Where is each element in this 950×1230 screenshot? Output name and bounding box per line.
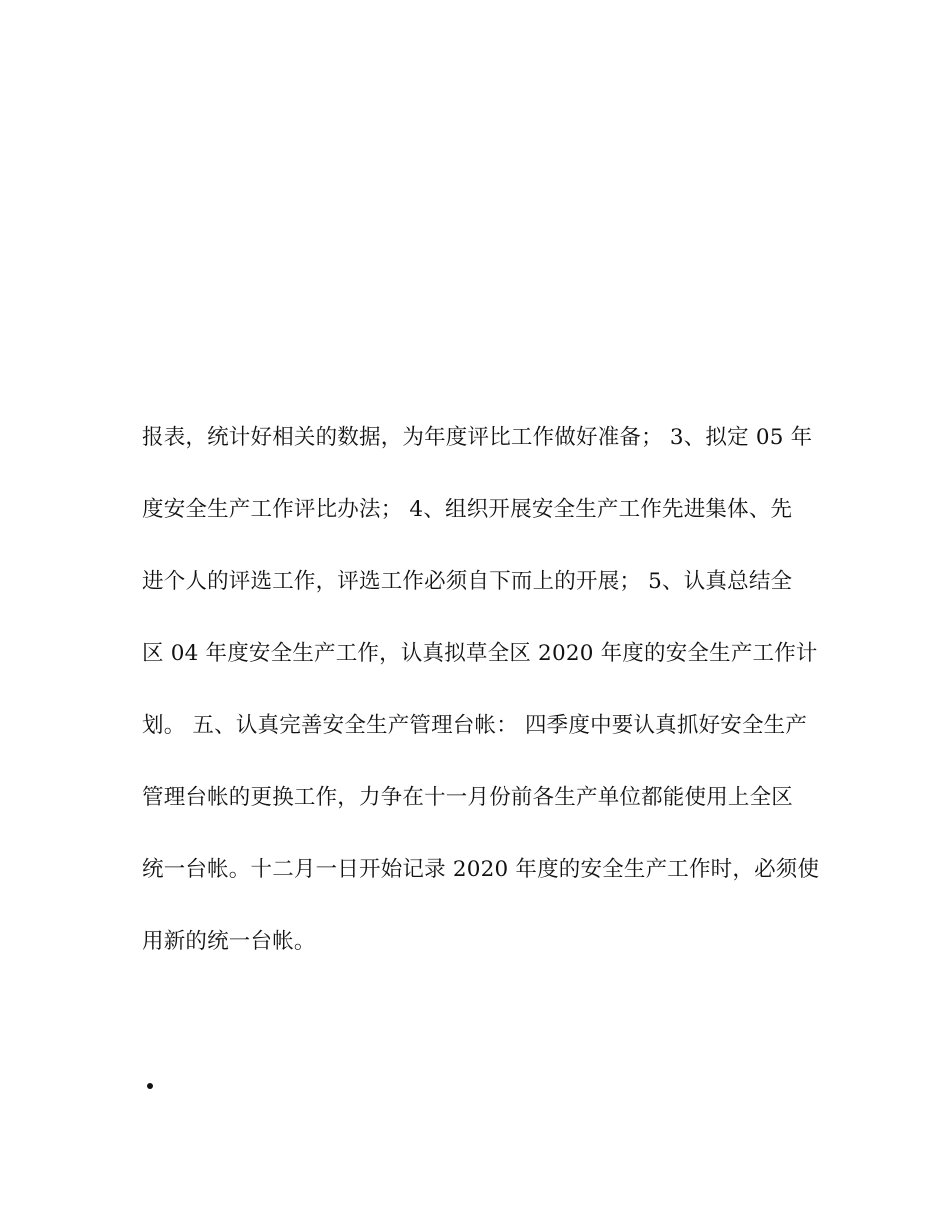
text-line-6: 管理台帐的更换工作，力争在十一月份前各生产单位都能使用上全区 bbox=[142, 785, 794, 810]
bullet-dot-icon bbox=[147, 1083, 153, 1089]
text-line-5: 划。 五、认真完善安全生产管理台帐： 四季度中要认真抓好安全生产 bbox=[142, 713, 808, 738]
text-line-8: 用新的统一台帐。 bbox=[142, 929, 316, 954]
text-line-4: 区 04 年度安全生产工作，认真拟草全区 2020 年度的安全生产工作计 bbox=[142, 641, 818, 666]
body-paragraph bbox=[142, 414, 822, 990]
text-line-3: 进个人的评选工作，评选工作必须自下而上的开展； 5、认真总结全 bbox=[142, 569, 793, 594]
text-line-1: 报表，统计好相关的数据，为年度评比工作做好准备； 3、拟定 05 年 bbox=[142, 425, 813, 450]
text-line-2: 度安全生产工作评比办法； 4、组织开展安全生产工作先进集体、先 bbox=[142, 497, 793, 522]
text-line-7: 统一台帐。十二月一日开始记录 2020 年度的安全生产工作时，必须使 bbox=[142, 857, 820, 882]
